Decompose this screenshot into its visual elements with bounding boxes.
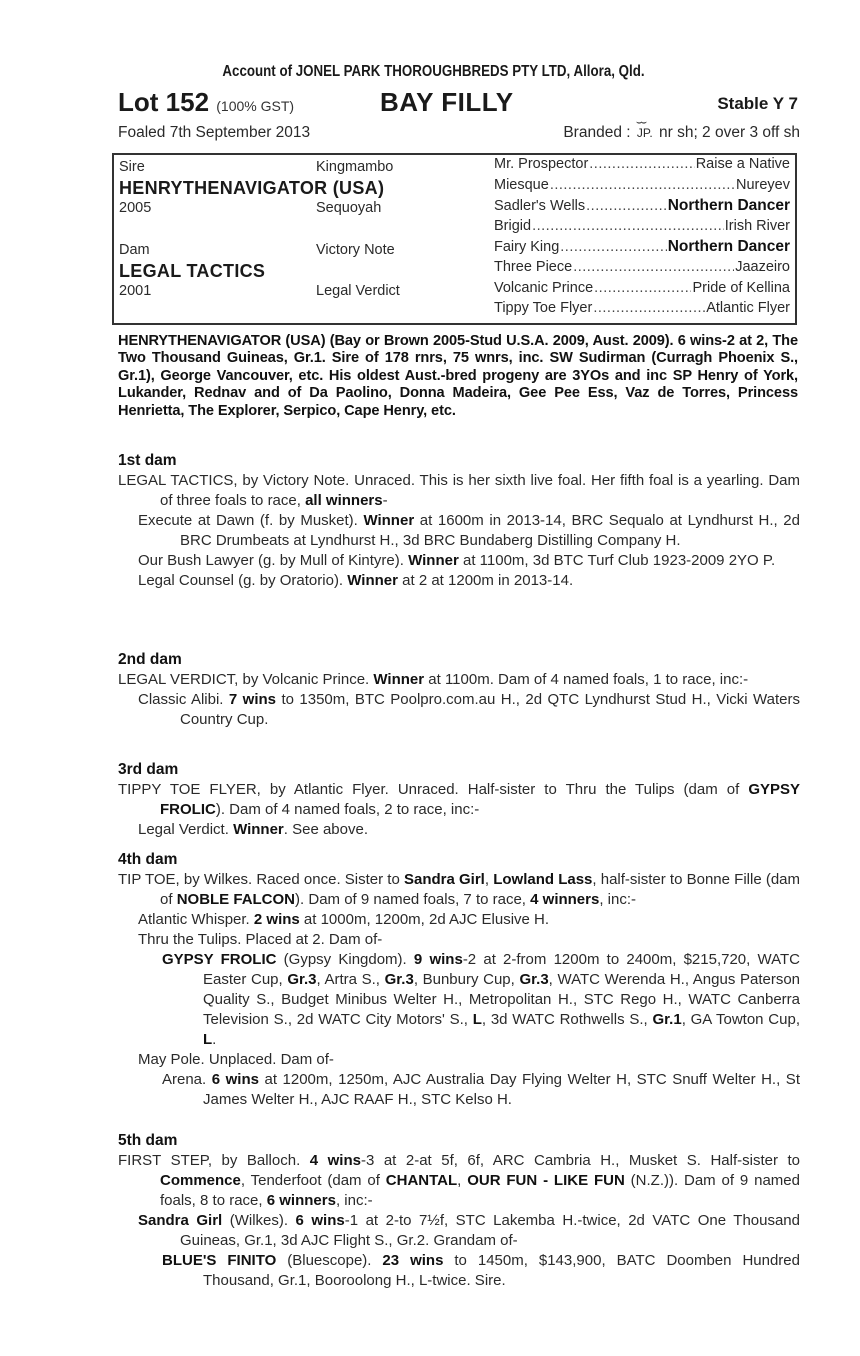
ancestor-row: Brigid ..... Irish River <box>494 218 790 239</box>
dam-paragraph: FIRST STEP, by Balloch. 4 wins-3 at 2-at 5f, 6f, ARC Cambria H., Musket S. Half-sister to Commence, Tenderfoot (dam of CHANTAL, OUR FUN - LIKE FUN (N.Z.)). Dam of 9 named foals, 8 to race, 6 winners, inc:- <box>118 1152 800 1209</box>
branded-label: Branded : <box>563 124 631 141</box>
fifth-dam-section <box>118 1131 800 1291</box>
progeny-entry: Legal Counsel (g. by Oratorio). Winner at 2 at 1200m in 2013-14. <box>138 572 574 589</box>
sire-dam: Sequoyah <box>316 200 382 216</box>
ancestor-row: Tippy Toe Flyer ..... Atlantic Flyer <box>494 300 790 321</box>
ancestor-row: Miesque ..... Nureyev <box>494 177 790 198</box>
dam-paragraph: TIP TOE, by Wilkes. Raced once. Sister to Sandra Girl, Lowland Lass, half-sister to Bonne Fille (dam of NOBLE FALCON). Dam of 9 named foals, 7 to race, 4 winners, inc:- <box>118 871 801 908</box>
dam-paragraph: LEGAL VERDICT, by Volcanic Prince. Winner at 1100m. Dam of 4 named foals, 1 to race, inc:- <box>118 671 749 688</box>
pedigree-table <box>112 153 797 325</box>
sire-name: HENRYTHENAVIGATOR (USA) <box>119 178 385 198</box>
foaling-brand-row <box>118 117 800 146</box>
progeny-entry: Legal Verdict. Winner. See above. <box>138 821 368 838</box>
ancestor-row: Sadler's Wells ..... Northern Dancer <box>494 197 790 218</box>
vendor-account: Account of JONEL PARK THOROUGHBREDS PTY LTD, Allora, Qld. <box>222 63 645 80</box>
dam-name: LEGAL TACTICS <box>119 261 266 281</box>
lot-label: Lot 152 <box>118 87 210 117</box>
sire-label: Sire <box>119 159 145 175</box>
section-heading: 3rd dam <box>118 761 179 778</box>
lot-header <box>118 87 798 117</box>
dam-paragraph: LEGAL TACTICS, by Victory Note. Unraced. This is her sixth live foal. Her fifth foal is a yearling. Dam of three foals to race, all winners- <box>118 472 800 509</box>
progeny-entry: BLUE'S FINITO (Bluescope). 23 wins to 1450m, $143,900, BATC Doomben Hundred Thousand, Gr.1, Booroolong H., L-twice. Sire. <box>162 1252 800 1289</box>
progeny-entry: Thru the Tulips. Placed at 2. Dam of- <box>138 931 383 948</box>
foaled-date: Foaled 7th September 2013 <box>118 124 311 141</box>
ancestor-row: Fairy King ..... Northern Dancer <box>494 238 790 259</box>
lot-number <box>118 87 294 121</box>
dam-label: Dam <box>119 242 150 258</box>
progeny-entry: Our Bush Lawyer (g. by Mull of Kintyre). Winner at 1100m, 3d BTC Turf Club 1923-2009 2YO P. <box>138 552 776 569</box>
fourth-dam-section <box>118 850 800 1110</box>
dam-paragraph: TIPPY TOE FLYER, by Atlantic Flyer. Unraced. Half-sister to Thru the Tulips (dam of GYPSY FROLIC). Dam of 4 named foals, 2 to race, inc:- <box>118 781 800 818</box>
progeny-entry: Execute at Dawn (f. by Musket). Winner at 1600m in 2013-14, BRC Sequalo at Lyndhurst H., 2d BRC Drumbeats at Lyndhurst H., 3d BRC Bundaberg Distilling Company H. <box>138 512 800 549</box>
progeny-entry: Arena. 6 wins at 1200m, 1250m, AJC Australia Day Flying Welter H, STC Snuff Welter H., St James Welter H., AJC RAAF H., STC Kelso H. <box>162 1071 800 1108</box>
stable-location: Stable Y 7 <box>717 94 798 113</box>
second-dam-section <box>118 650 800 730</box>
ancestor-row: Three Piece ..... Jaazeiro <box>494 259 790 280</box>
section-heading: 1st dam <box>118 452 177 469</box>
ancestor-row: Mr. Prospector ..... Raise a Native <box>494 156 790 177</box>
progeny-entry: Atlantic Whisper. 2 wins at 1000m, 1200m, 2d AJC Elusive H. <box>138 911 550 928</box>
first-dam-section <box>118 451 800 591</box>
dam-sire: Victory Note <box>316 242 395 258</box>
pedigree-ancestors <box>494 156 790 321</box>
sire-summary: HENRYTHENAVIGATOR (USA) (Bay or Brown 2005-Stud U.S.A. 2009, Aust. 2009). 6 wins-2 at 2, The Two Thousand Guineas, Gr.1. Sire of 178 rnrs, 75 wnrs, inc. SW Sudirman (Curragh Phoenix S., Gr.1), George Vancouver, etc. His oldest Aust.-bred progeny are 3YOs and inc SP Henry of York, Lukander, Rednav and of Da Paolino, Donna Madeira, Gee Pee Ess, Vaz de Torres, Princess Henrietta, The Explorer, Serpico, Cape Henry, etc. <box>118 333 798 419</box>
dam-dam: Legal Verdict <box>316 283 400 299</box>
section-heading: 2nd dam <box>118 651 182 668</box>
ancestor-row: Volcanic Prince ..... Pride of Kellina <box>494 280 790 301</box>
horse-sex-colour: BAY FILLY <box>380 87 514 117</box>
brand-mark-icon: ⌣⌣ JP. <box>635 117 653 140</box>
brand-details: nr sh; 2 over 3 off sh <box>658 124 800 141</box>
progeny-entry: Sandra Girl (Wilkes). 6 wins-1 at 2-to 7½f, STC Lakemba H.-twice, 2d VATC One Thousand Guineas, Gr.1, 3d AJC Flight S., Gr.2. Grandam of- <box>138 1212 800 1249</box>
sire-sire: Kingmambo <box>316 159 394 175</box>
brand-description <box>563 117 800 142</box>
progeny-entry: Classic Alibi. 7 wins to 1350m, BTC Poolpro.com.au H., 2d QTC Lyndhurst Stud H., Vicki Waters Country Cup. <box>138 691 800 728</box>
gst-note: (100% GST) <box>216 98 295 114</box>
third-dam-section <box>118 760 800 840</box>
dam-year: 2001 <box>119 283 152 299</box>
progeny-entry: GYPSY FROLIC (Gypsy Kingdom). 9 wins-2 at 2-from 1200m to 2400m, $215,720, WATC Easter Cup, Gr.3, Artra S., Gr.3, Bunbury Cup, Gr.3, WATC Werenda H., Angus Paterson Quality S., Budget Minibus Welter H., Metropolitan H., STC Rego H., WATC Canberra Television S., 2d WATC City Motors' S., L, 3d WATC Rothwells S., Gr.1, GA Towton Cup, L. <box>162 951 801 1048</box>
progeny-entry: May Pole. Unplaced. Dam of- <box>138 1051 334 1068</box>
section-heading: 4th dam <box>118 851 178 868</box>
sire-year: 2005 <box>119 200 152 216</box>
pedigree-parents <box>119 157 499 325</box>
section-heading: 5th dam <box>118 1132 178 1149</box>
